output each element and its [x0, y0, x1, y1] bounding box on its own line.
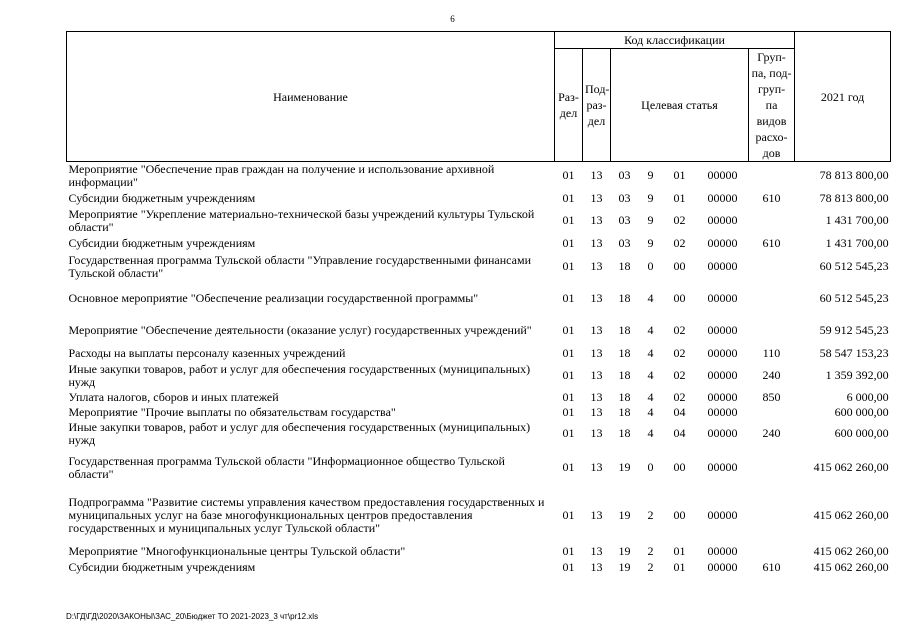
cell-t4: 00000: [707, 323, 738, 337]
cell-t1: 19: [618, 560, 631, 574]
cell-amount: 415 062 260,00: [813, 460, 889, 474]
cell-vr: [749, 207, 795, 235]
cell-pr: 13: [590, 259, 603, 273]
cell-t2: 9: [647, 168, 654, 183]
cell-amount: 78 813 800,00: [819, 168, 889, 183]
cell-name: Иные закупки товаров, работ и услуг для обеспечения государственных (муниципальных) нужд: [68, 361, 531, 389]
cell-t2: 4: [647, 368, 654, 382]
cell-t4: 00000: [707, 508, 738, 522]
cell-name: Иные закупки товаров, работ и услуг для обеспечения государственных (муниципальных) нужд: [68, 419, 531, 447]
cell-t1: 18: [618, 368, 631, 382]
cell-r: 01: [562, 560, 575, 574]
cell-pr: 13: [590, 560, 603, 574]
cell-t1: 03: [618, 190, 631, 205]
table-row: [67, 488, 891, 544]
cell-t2: 0: [647, 259, 654, 273]
cell-vr: [749, 282, 795, 316]
cell-t3: 02: [673, 389, 686, 404]
cell-r: 01: [562, 389, 575, 404]
cell-t4: 00000: [707, 168, 738, 183]
cell-amount: 1 431 700,00: [825, 235, 889, 250]
header-group: Груп- па, под- груп- па видов расхо- дов: [749, 49, 795, 162]
cell-pr: 13: [590, 404, 603, 419]
cell-t2: 2: [647, 544, 654, 558]
cell-name: Основное мероприятие "Обеспечение реализации государственной программы": [68, 291, 479, 305]
cell-amount: 60 512 545,23: [819, 291, 889, 305]
cell-t1: 19: [618, 508, 631, 522]
cell-pr: 13: [590, 213, 603, 227]
cell-t2: 0: [647, 460, 654, 474]
cell-amount: 1 359 392,00: [825, 368, 889, 382]
cell-t4: 00000: [707, 460, 738, 474]
table-row: [67, 316, 891, 346]
cell-vr: 110: [762, 346, 781, 360]
cell-name: Мероприятие "Обеспечение прав граждан на получение и использование архивной информации": [68, 161, 495, 189]
table-body: [67, 162, 891, 576]
cell-t4: 00000: [707, 426, 738, 440]
cell-amount: 78 813 800,00: [819, 190, 889, 205]
cell-t1: 18: [618, 346, 631, 360]
table-row: [67, 346, 891, 362]
cell-name: Подпрограмма "Развитие системы управления качеством предоставления государственных и муниципальных услуг на базе многофункциональных центров предоставления государственных и муниципальных услуг Тульской области": [68, 495, 545, 535]
cell-t3: 02: [673, 346, 686, 360]
cell-amount: 1 431 700,00: [825, 213, 889, 227]
header-subsection: Под- раз- дел: [583, 49, 611, 162]
cell-t1: 18: [618, 404, 631, 419]
cell-t4: 00000: [707, 213, 738, 227]
cell-t3: 02: [673, 235, 686, 250]
page-number: 6: [450, 14, 455, 24]
cell-t3: 00: [673, 508, 686, 522]
cell-t3: 02: [673, 213, 686, 227]
cell-t2: 4: [647, 426, 654, 440]
cell-t4: 00000: [707, 259, 738, 273]
cell-t1: 03: [618, 168, 631, 183]
cell-amount: 415 062 260,00: [813, 544, 889, 558]
cell-t3: 01: [673, 168, 686, 183]
cell-t2: 4: [647, 346, 654, 360]
cell-t1: 18: [618, 291, 631, 305]
cell-name: Государственная программа Тульской области "Информационное общество Тульской области": [68, 453, 505, 481]
table-row: [67, 560, 891, 576]
cell-pr: 13: [590, 508, 603, 522]
header-target: Целевая статья: [611, 49, 749, 162]
cell-vr: 240: [762, 368, 781, 382]
header-year: 2021 год: [795, 32, 891, 162]
cell-t4: 00000: [707, 560, 738, 574]
cell-pr: 13: [590, 323, 603, 337]
header-section: Раз- дел: [555, 49, 583, 162]
cell-pr: 13: [590, 346, 603, 360]
cell-amount: 58 547 153,23: [819, 346, 889, 360]
cell-r: 01: [562, 508, 575, 522]
cell-r: 01: [562, 544, 575, 558]
cell-r: 01: [562, 460, 575, 474]
cell-t2: 9: [647, 190, 654, 205]
cell-r: 01: [562, 404, 575, 419]
cell-t3: 01: [673, 560, 686, 574]
cell-vr: [749, 405, 795, 420]
table-row: [67, 207, 891, 235]
cell-t2: 2: [647, 508, 654, 522]
cell-t4: 00000: [707, 291, 738, 305]
table-row: [67, 420, 891, 448]
cell-t4: 00000: [707, 346, 738, 360]
footer-file-path: D:\ГД\ГД\2020\ЗАКОНЫ\ЗАС_20\Бюджет ТО 2021-2023_3 чт\pr12.xls: [66, 612, 319, 621]
cell-pr: 13: [590, 190, 603, 205]
cell-r: 01: [562, 213, 575, 227]
cell-name: Субсидии бюджетным учреждениям: [68, 190, 256, 205]
cell-t1: 03: [618, 235, 631, 250]
cell-name: Мероприятие "Обеспечение деятельности (оказание услуг) государственных учреждений": [68, 323, 532, 337]
cell-t2: 9: [647, 235, 654, 250]
cell-r: 01: [562, 346, 575, 360]
cell-t2: 4: [647, 389, 654, 404]
cell-t3: 00: [673, 291, 686, 305]
cell-t1: 18: [618, 426, 631, 440]
table-row: [67, 405, 891, 420]
cell-name: Уплата налогов, сборов и иных платежей: [68, 389, 279, 404]
cell-name: Расходы на выплаты персоналу казенных учреждений: [68, 346, 346, 360]
cell-pr: 13: [590, 426, 603, 440]
cell-pr: 13: [590, 168, 603, 183]
budget-table: [66, 31, 891, 576]
cell-t3: 00: [673, 460, 686, 474]
cell-vr: 850: [762, 389, 781, 404]
cell-t3: 00: [673, 259, 686, 273]
cell-t1: 18: [618, 389, 631, 404]
cell-vr: 610: [762, 235, 781, 250]
cell-t4: 00000: [707, 368, 738, 382]
cell-r: 01: [562, 168, 575, 183]
cell-vr: 240: [762, 426, 781, 440]
cell-name: Субсидии бюджетным учреждениям: [68, 560, 256, 574]
cell-amount: 59 912 545,23: [819, 323, 889, 337]
cell-r: 01: [562, 323, 575, 337]
cell-name: Мероприятие "Укрепление материально-технической базы учреждений культуры Тульской области": [68, 206, 535, 234]
cell-amount: 415 062 260,00: [813, 560, 889, 574]
cell-t3: 04: [673, 426, 686, 440]
cell-vr: [749, 316, 795, 346]
cell-name: Государственная программа Тульской области "Управление государственными финансами Тульской области": [68, 252, 531, 280]
cell-r: 01: [562, 259, 575, 273]
table-row: [67, 235, 891, 252]
cell-pr: 13: [590, 389, 603, 404]
cell-t4: 00000: [707, 389, 738, 404]
table-row: [67, 448, 891, 488]
table-row: [67, 190, 891, 207]
table-row: [67, 252, 891, 282]
cell-t3: 01: [673, 544, 686, 558]
cell-t2: 4: [647, 291, 654, 305]
table-row: [67, 162, 891, 190]
cell-r: 01: [562, 291, 575, 305]
table-row: [67, 390, 891, 405]
cell-pr: 13: [590, 460, 603, 474]
header-name: Наименование: [67, 32, 555, 162]
cell-t4: 00000: [707, 190, 738, 205]
table-row: [67, 282, 891, 316]
cell-amount: 6 000,00: [846, 389, 889, 404]
cell-t3: 02: [673, 323, 686, 337]
cell-t2: 9: [647, 213, 654, 227]
cell-t3: 01: [673, 190, 686, 205]
cell-t4: 00000: [707, 235, 738, 250]
cell-pr: 13: [590, 235, 603, 250]
cell-amount: 415 062 260,00: [813, 508, 889, 522]
cell-t1: 19: [618, 460, 631, 474]
cell-pr: 13: [590, 544, 603, 558]
cell-t2: 4: [647, 404, 654, 419]
cell-t1: 18: [618, 323, 631, 337]
cell-vr: [749, 544, 795, 560]
cell-t1: 18: [618, 259, 631, 273]
cell-vr: [749, 488, 795, 544]
cell-t1: 19: [618, 544, 631, 558]
cell-t2: 4: [647, 323, 654, 337]
cell-r: 01: [562, 368, 575, 382]
cell-r: 01: [562, 426, 575, 440]
cell-r: 01: [562, 235, 575, 250]
cell-t4: 00000: [707, 544, 738, 558]
cell-t1: 03: [618, 213, 631, 227]
cell-vr: 610: [762, 190, 781, 205]
cell-r: 01: [562, 190, 575, 205]
cell-amount: 600 000,00: [834, 426, 889, 440]
cell-vr: [749, 252, 795, 282]
cell-name: Мероприятие "Прочие выплаты по обязательствам государства": [68, 404, 396, 419]
cell-t3: 04: [673, 404, 686, 419]
table-row: [67, 362, 891, 390]
cell-t2: 2: [647, 560, 654, 574]
cell-pr: 13: [590, 291, 603, 305]
cell-t3: 02: [673, 368, 686, 382]
cell-vr: [749, 162, 795, 190]
cell-t4: 00000: [707, 404, 738, 419]
table-row: [67, 544, 891, 560]
header-code-group: Код классификации: [555, 32, 795, 49]
cell-name: Мероприятие "Многофункциональные центры Тульской области": [68, 544, 406, 558]
cell-name: Субсидии бюджетным учреждениям: [68, 235, 256, 250]
cell-vr: 610: [762, 560, 781, 574]
cell-amount: 60 512 545,23: [819, 259, 889, 273]
cell-pr: 13: [590, 368, 603, 382]
cell-vr: [749, 448, 795, 488]
cell-amount: 600 000,00: [834, 404, 889, 419]
